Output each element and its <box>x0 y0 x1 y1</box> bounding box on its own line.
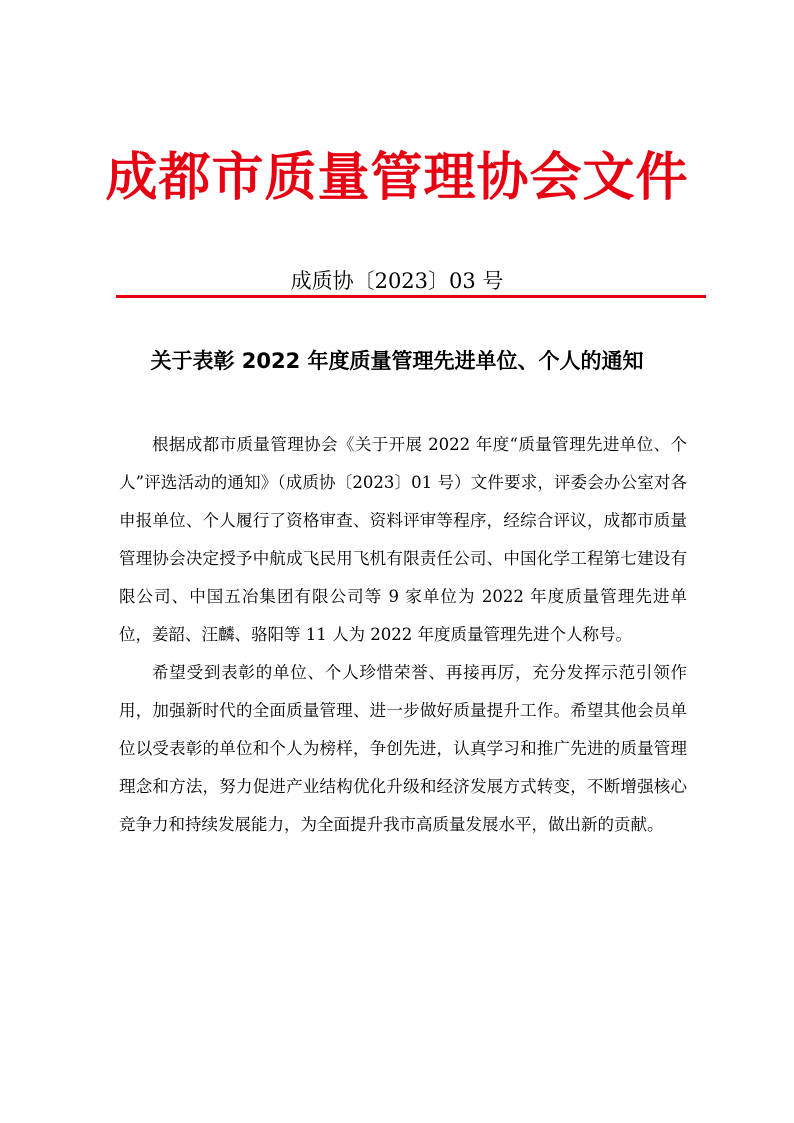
notice-body <box>119 426 687 844</box>
notice-title: 关于表彰 2022 年度质量管理先进单位、个人的通知 <box>150 349 644 373</box>
body-paragraph-1: 根据成都市质量管理协会《关于开展 2022 年度“质量管理先进单位、个人”评选活动的通知》（成质协〔2023〕01 号）文件要求，评委会办公室对各申报单位、个人履行了资格审查、资料评审等程序，经综合评议，成都市质量管理协会决定授予中航成飞民用飞机有限责任公司、中国化学工程第七建设有限公司、中国五冶集团有限公司等 9 家单位为 2022 年度质量管理先进单位，姜韶、汪麟、骆阳等 11 人为 2022 年度质量管理先进个人称号。 <box>119 435 687 644</box>
body-paragraph-2: 希望受到表彰的单位、个人珍惜荣誉、再接再厉，充分发挥示范引领作用，加强新时代的全面质量管理、进一步做好质量提升工作。希望其他会员单位以受表彰的单位和个人为榜样，争创先进，认真学习和推广先进的质量管理理念和方法，努力促进产业结构优化升级和经济发展方式转变，不断增强核心竞争力和持续发展能力，为全面提升我市高质量发展水平，做出新的贡献。 <box>119 663 687 834</box>
masthead-title: 成都市质量管理协会文件 <box>105 148 689 208</box>
document-number: 成质协〔2023〕03 号 <box>290 269 504 293</box>
red-divider-line <box>116 295 706 298</box>
